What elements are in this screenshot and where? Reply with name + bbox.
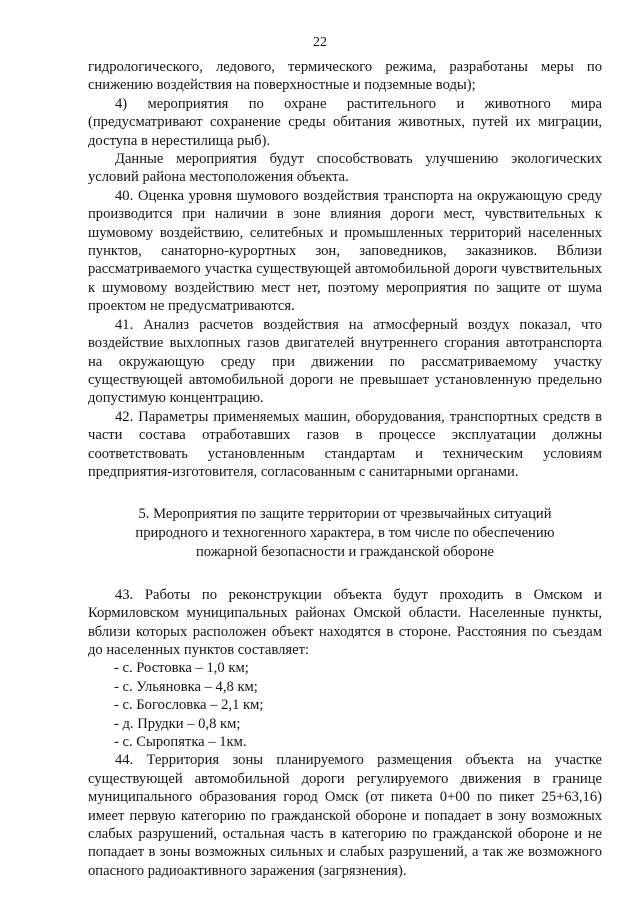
paragraph-40: 40. Оценка уровня шумового воздействия транспорта на окружающую среду производится при наличии в зоне влияния дороги мест, чувствительных к шумовому воздействию, селитебных и промышленных территорий населенных пунктов, санаторно-курортных зон, заповедников, заказников. Вблизи рассматриваемого участка существующей автомобильной дороги чувствительных к шумовому воздействию мест нет, поэтому мероприятия по защите от шума проектом не предусматриваются. [88,187,602,315]
list-item: - с. Сыропятка – 1км. [114,733,247,750]
document-body [88,58,602,880]
section-heading-line-2: природного и техногенного характера, в том числе по обеспечению [135,525,555,542]
paragraph-item-4: 4) мероприятия по охране растительного и животного мира (предусматривают сохранение среды обитания животных, путей их миграции, доступа в нерестилища рыб). [88,95,602,149]
list-item: - с. Ульяновка – 4,8 км; [114,678,258,695]
paragraph-continuation: гидрологического, ледового, термического режима, разработаны меры по снижению воздействия на поверхностные и подземные воды); [88,59,602,94]
list-item: - с. Ростовка – 1,0 км; [114,660,249,677]
paragraph-44: 44. Территория зоны планируемого размещения объекта на участке существующей автомобильной дороги регулируемого движения в границе муниципального образования город Омск (от пикета 0+00 по пикет 25+63,16) имеет первую категорию по гражданской обороне и попадает в зону возможных слабых разрушений, остальная часть в категорию по гражданской обороне и не попадает в зоны возможных сильных и слабых разрушений, а так же возможного опасного радиоактивного заражения (загрязнения). [88,752,602,879]
paragraph-summary: Данные мероприятия будут способствовать улучшению экологических условий района местоположения объекта. [88,151,602,186]
paragraph-42: 42. Параметры применяемых машин, оборудования, транспортных средств в части состава отработавших газов в процессе эксплуатации должны соответствовать установленным стандартам и техническим условиям предприятия-изготовителя, согласованным с санитарными органами. [88,408,602,480]
paragraph-43: 43. Работы по реконструкции объекта будут проходить в Омском и Кормиловском муниципальных районах Омской области. Населенные пункты, вблизи которых расположен объект находятся в стороне. Расстояния по съездам до населенных пунктов составляет: [88,586,602,658]
distance-list [88,659,602,751]
paragraph-41: 41. Анализ расчетов воздействия на атмосферный воздух показал, что воздействие выхлопных газов двигателей внутреннего сгорания автотранспорта на окружающую среду при движении по рассматриваемому участку существующей автомобильной дороги не превышает установленную предельно допустимую концентрацию. [88,316,602,407]
list-item: - с. Богословка – 2,1 км; [114,697,264,714]
page-number: 22 [313,35,327,50]
list-item: - д. Прудки – 0,8 км; [114,715,241,732]
section-heading-line-3: пожарной безопасности и гражданской обороне [195,543,495,560]
section-heading [88,505,602,561]
section-heading-line-1: 5. Мероприятия по защите территории от чрезвычайных ситуаций [138,506,552,523]
